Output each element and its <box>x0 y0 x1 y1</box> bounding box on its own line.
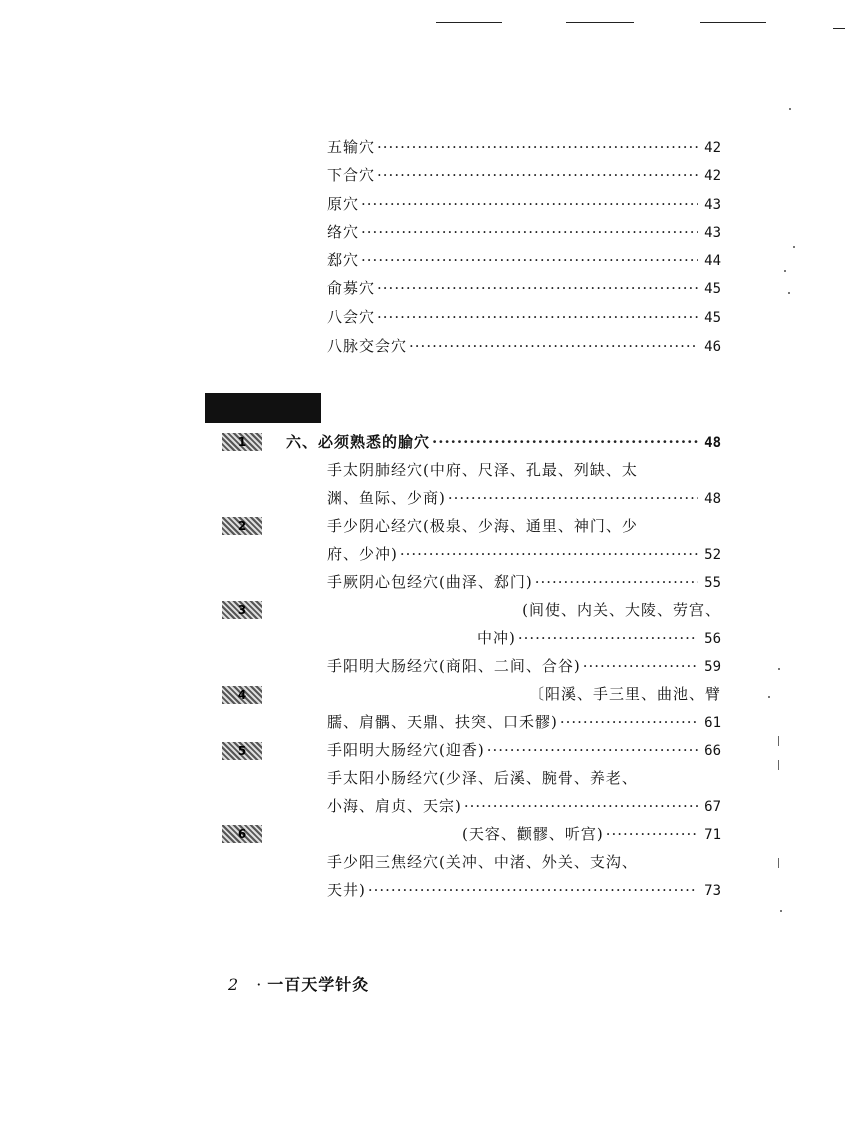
toc-entry-title: 府、少冲) <box>327 545 398 563</box>
toc-entry-title: 手阳明大肠经穴(商阳、二间、合谷) <box>327 657 581 675</box>
header-rule <box>436 22 502 23</box>
dot-leader <box>560 709 698 729</box>
toc-entry-page: 73 <box>704 883 721 899</box>
section-bar <box>205 393 321 423</box>
scan-mark <box>778 858 779 868</box>
toc-entry-page: 55 <box>704 575 721 591</box>
toc-entry <box>477 625 721 651</box>
toc-entry <box>327 191 721 217</box>
header-rule <box>566 22 634 23</box>
toc-entry-page: 52 <box>704 547 721 563</box>
toc-entry-title: 络穴 <box>327 223 360 241</box>
dot-leader <box>377 162 698 182</box>
toc-entry <box>327 541 721 567</box>
dot-leader <box>409 333 698 353</box>
scan-mark <box>778 760 779 770</box>
toc-entry-title: 中冲) <box>477 629 516 647</box>
dot-leader <box>606 821 698 841</box>
day-badge: 6 <box>222 825 262 843</box>
scan-speck <box>789 108 791 110</box>
dot-leader <box>368 877 698 897</box>
toc-entry-page: 61 <box>704 715 721 731</box>
dot-leader <box>464 793 698 813</box>
scan-speck <box>768 696 770 698</box>
toc-line: 手太阴肺经穴(中府、尺泽、孔最、列缺、太 <box>327 461 638 479</box>
page-footer <box>228 972 369 995</box>
toc-line: 手少阴心经穴(极泉、少海、通里、神门、少 <box>327 517 638 535</box>
day-badge: 4 <box>222 686 262 704</box>
footer-bullet: · <box>256 975 262 994</box>
toc-entry-page: 45 <box>704 281 721 297</box>
dot-leader <box>487 737 698 757</box>
toc-entry-title: 手厥阴心包经穴(曲泽、郄门) <box>327 573 533 591</box>
toc-entry-page: 56 <box>704 631 721 647</box>
dot-leader <box>518 625 698 645</box>
dot-leader <box>377 275 698 295</box>
toc-entry-page: 45 <box>704 310 721 326</box>
toc-entry-title: 八会穴 <box>327 308 376 326</box>
toc-entry <box>327 877 721 903</box>
toc-entry-page: 43 <box>704 197 721 213</box>
toc-line: 〔阳溪、手三里、曲池、臂 <box>528 685 721 703</box>
dot-leader <box>432 429 698 449</box>
dot-leader <box>361 191 698 211</box>
toc-entry-page: 42 <box>704 140 721 156</box>
scan-speck <box>788 292 790 294</box>
section-heading-page: 48 <box>704 435 721 451</box>
toc-entry <box>327 134 721 160</box>
toc-entry-title: 八脉交会穴 <box>327 337 408 355</box>
dot-leader <box>377 134 698 154</box>
toc-entry <box>327 737 721 763</box>
day-badge: 1 <box>222 433 262 451</box>
section-heading-title: 六、必须熟悉的腧穴 <box>286 433 431 451</box>
toc-entry <box>327 304 721 330</box>
toc-entry-title: 天井) <box>327 881 366 899</box>
day-badge: 5 <box>222 742 262 760</box>
dot-leader <box>535 569 698 589</box>
dot-leader <box>361 247 698 267</box>
toc-entry <box>327 653 721 679</box>
footer-book-title: 一百天学针灸 <box>267 975 370 994</box>
header-rule <box>833 28 845 29</box>
toc-entry-title: 五输穴 <box>327 138 376 156</box>
toc-entry-page: 67 <box>704 799 721 815</box>
toc-entry <box>327 275 721 301</box>
toc-entry-title: 臑、肩髃、天鼎、扶突、口禾髎) <box>327 713 558 731</box>
scan-speck <box>778 668 780 670</box>
scan-mark <box>778 736 779 746</box>
footer-page-number: 2 <box>228 975 239 994</box>
toc-entry-page: 42 <box>704 168 721 184</box>
dot-leader <box>377 304 698 324</box>
toc-entry <box>327 162 721 188</box>
toc-entry-page: 48 <box>704 491 721 507</box>
toc-entry <box>462 821 721 847</box>
toc-entry <box>327 333 721 359</box>
dot-leader <box>361 219 698 239</box>
scan-speck <box>793 246 795 248</box>
toc-entry-page: 59 <box>704 659 721 675</box>
toc-entry <box>327 247 721 273</box>
scan-speck <box>780 910 782 912</box>
toc-entry-title: 原穴 <box>327 195 360 213</box>
dot-leader <box>400 541 698 561</box>
toc-line: (间使、内关、大陵、劳宫、 <box>522 601 721 619</box>
toc-line: 手太阳小肠经穴(少泽、后溪、腕骨、养老、 <box>327 769 638 787</box>
toc-entry <box>327 219 721 245</box>
scan-speck <box>784 270 786 272</box>
toc-entry-title: 下合穴 <box>327 166 376 184</box>
toc-entry-page: 43 <box>704 225 721 241</box>
toc-entry <box>327 793 721 819</box>
toc-entry <box>327 569 721 595</box>
toc-entry-title: (天容、颧髎、听宫) <box>462 825 604 843</box>
toc-entry-page: 46 <box>704 339 721 355</box>
section-heading <box>286 429 721 455</box>
toc-entry-title: 手阳明大肠经穴(迎香) <box>327 741 485 759</box>
toc-entry <box>327 709 721 735</box>
day-badge: 2 <box>222 517 262 535</box>
dot-leader <box>583 653 698 673</box>
toc-entry-page: 66 <box>704 743 721 759</box>
toc-entry <box>327 485 721 511</box>
day-badge: 3 <box>222 601 262 619</box>
toc-entry-page: 44 <box>704 253 721 269</box>
toc-entry-page: 71 <box>704 827 721 843</box>
header-rule <box>700 22 766 23</box>
toc-line: 手少阳三焦经穴(关冲、中渚、外关、支沟、 <box>327 853 638 871</box>
toc-entry-title: 郄穴 <box>327 251 360 269</box>
toc-entry-title: 渊、鱼际、少商) <box>327 489 446 507</box>
toc-entry-title: 俞募穴 <box>327 279 376 297</box>
toc-entry-title: 小海、肩贞、天宗) <box>327 797 462 815</box>
dot-leader <box>448 485 698 505</box>
